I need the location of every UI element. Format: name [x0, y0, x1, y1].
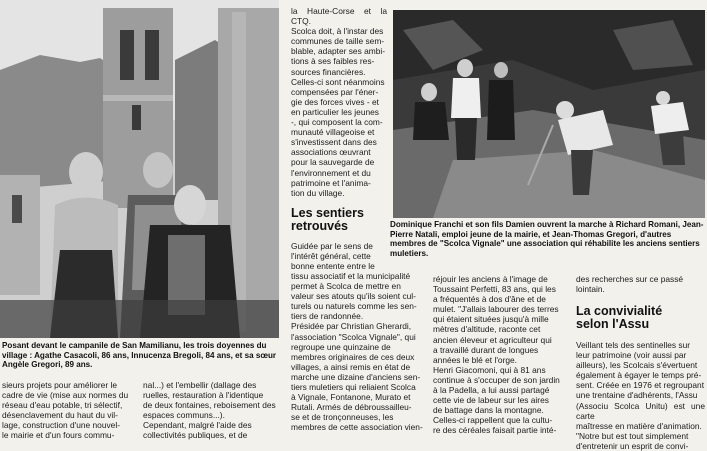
article-column-right-1: réjouir les anciens à l'image de Toussaint Perfetti, 83 ans, qui les a fréquentés à dos d'âne et de mulet. "J'allais labourer des terres qui étaient situées jusqu'à mille mètres d'altitude, raconte cet ancien éleveur et agriculteur qui a travaillé durant de longues années le blé et l'orge. Henri Giacomoni, qui à 81 ans continue à s'occuper de son jardin à la Padella, a lui aussi partagé cette vie de labeur sur les aires de battage dans la montagne. Celles-ci rappellent que la cultu- re des céréales faisait partie inté- [433, 274, 560, 436]
photo-three-women-campanile [0, 0, 279, 338]
photo-trail-workers [393, 10, 705, 218]
photo-left-caption: Posant devant le campanile de San Mamilianu, les trois doyennes du village : Agathe Casacoli, 86 ans, Innucenza Bregoli, 84 ans, et sa sœur Angèle Gregori, 89 ans. [2, 341, 277, 370]
article-column-left2-bottom: nal...) et l'embellir (dallage des ruelles, restauration à l'identique de deux fontaines, reboisement des espaces communs...). Cependant, malgré l'aide des collectivités publiques, et de [143, 380, 276, 441]
article-column-right-2-top: des recherches sur ce passé lointain. [576, 274, 684, 295]
article-column-middle-top: la Haute-Corse et la CTQ. Scolca doit, à l'instar des communes de taille sem- blable, adapter ses ambi- tions à ses faibles res- sources financières. Celles-ci sont néanmoins compensées par l'éner- gie des forces vives - et en particulier les jeunes -, qui composent la com- munauté villageoise et s'investissent dans des associations œuvrant pour la sauvegarde de l'environnement et du patrimoine et l'anima- tion du village. [291, 6, 387, 198]
article-column-middle-body: tissu associatif et la municipalité permet à Scolca de mettre en valeur ses atouts qu'ils soient cul- turels ou naturels comme les sen- tiers de randonnée. Présidée par Christian Gherardi, l'association "Scolca Vignale", qui regroupe une quinzaine de membres originaires de ces deux villages, a ainsi remis en état de marche une dizaine d'anciens sen- tiers muletiers qui reliaient Scolca à Vignale, Fontanone, Murato et Rutali. Armés de débroussailleu- se et de tronçonneuses, les membres de cette association vien- [291, 271, 423, 433]
article-column-middle-intro: Guidée par le sens de l'intérêt général, cette bonne entente entre le [291, 241, 375, 272]
article-column-left-bottom: sieurs projets pour améliorer le cadre de vie (mise aux normes du réseau d'eau potable, tri sélectif, désenclavement du haut du vil- lage, construction d'une nouvel- le mairie et d'un fours commu- [2, 380, 129, 441]
section-heading-sentiers: Les sentiers retrouvés [291, 206, 364, 233]
photo-right-caption: Dominique Franchi et son fils Damien ouvrent la marche à Richard Romani, Jean-Pierre Natali, emploi jeune de la mairie, et Jean-Thomas Gregori, d'autres membres de "Scolca Vignale" une association qui réhabilite les anciens sentiers muletiers. [390, 220, 704, 258]
article-column-right-2-body: Veillant tels des sentinelles sur leur patrimoine (voir aussi par ailleurs), les Scolcais s'évertuent également à égayer le temps pré- sent. Créée en 1976 et regroupant une trentaine d'adhérents, l'Assu (Associu Scolca Unitu) est une carte maîtresse en matière d'animation. "Notre but est tout simplement d'entretenir un esprit de convi- [576, 340, 705, 451]
section-heading-convivialite: La convivialité selon l'Assu [576, 304, 663, 331]
